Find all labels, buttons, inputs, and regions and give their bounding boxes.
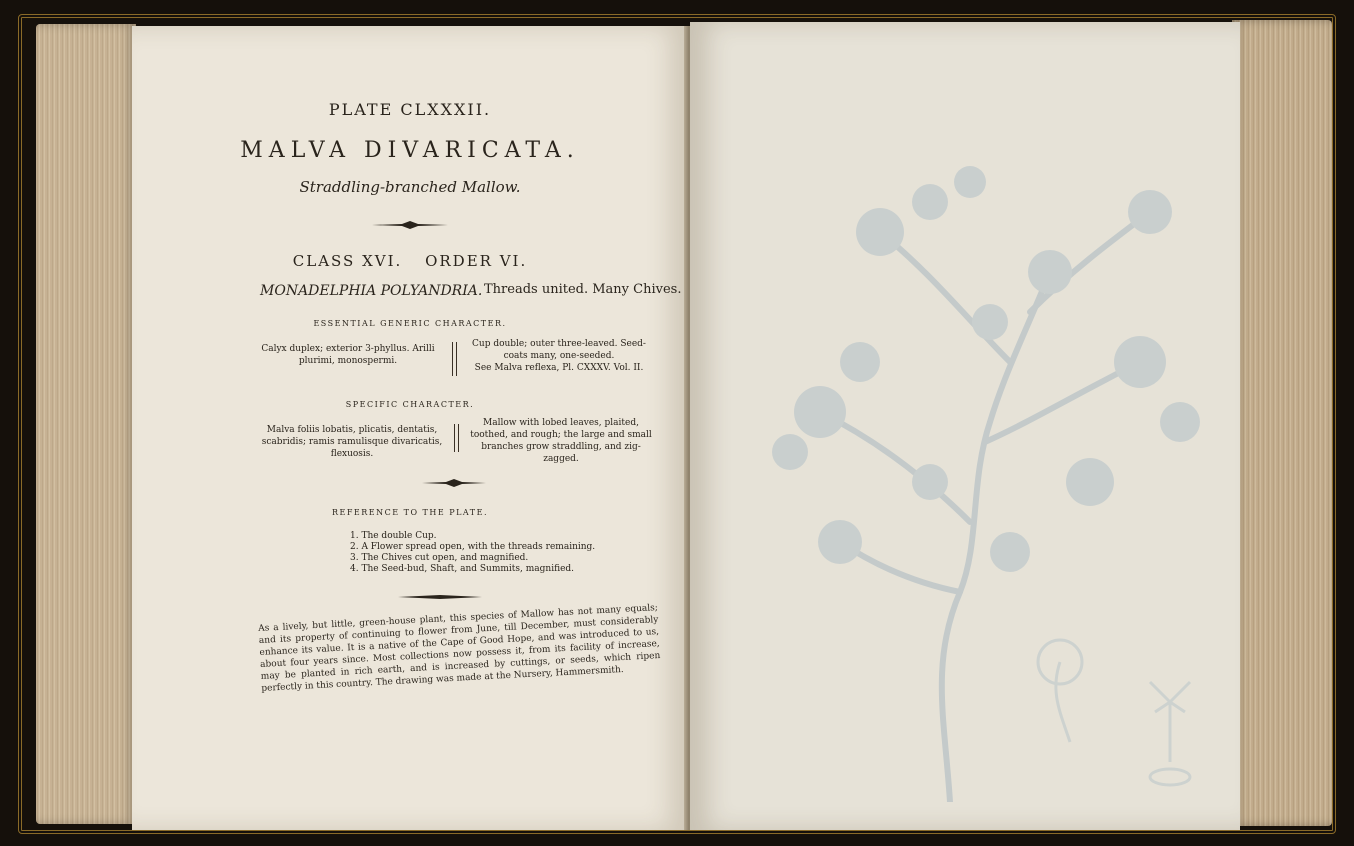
class-order-line [132,252,688,270]
plate-subtitle: Straddling-branched Mallow. [299,178,521,196]
plate-number: PLATE CLXXXII. [328,100,492,119]
reference-list [350,531,610,575]
column-divider [452,342,457,376]
list-item: 1. The double Cup. [350,531,437,541]
class-label: CLASS XVI. [292,252,403,270]
list-item: 3. The Chives cut open, and magnified. [350,553,529,563]
left-page-edges [36,24,136,824]
specific-character-english: Mallow with lobed leaves, plaited, toothed, and rough; the large and small branches grow straddling, and zig-zagged. [470,418,652,464]
right-page-edges [1232,20,1332,826]
left-page [132,26,688,830]
essential-character-latin: Calyx duplex; exterior 3-phyllus. Arilli plurimi, monospermi. [261,344,435,366]
specific-character-heading: SPECIFIC CHARACTER. [345,400,475,409]
ornament-rule-1 [372,221,448,229]
column-divider [454,424,459,452]
order-label: ORDER VI. [425,252,528,270]
list-item: 4. The Seed-bud, Shaft, and Summits, magnified. [350,564,575,574]
specific-character-latin: Malva foliis lobatis, plicatis, dentatis, scabridis; ramis ramulisque divaricatis, flexuosis. [261,425,443,459]
description-paragraph: As a lively, but little, green-house plant, this species of Mallow has not many equals; and its property of continuing to flower from June, till December, must considerably enhance its value. It is a native of the Cape of Good Hope, and was introduced to us, about four years since. Most collections now possess it, from its facility of increase, may be planted in rich earth, and is increased by cuttings, or seeds, which ripen perfectly in this country. The drawing was made at the Nursery, Hammersmith. [258,603,661,694]
ornament-rule-3 [398,594,482,600]
essential-character-heading: ESSENTIAL GENERIC CHARACTER. [313,319,507,328]
essential-character-english [464,338,654,374]
class-name: MONADELPHIA POLYANDRIA. [260,283,483,299]
essential-english-text: Cup double; outer three-leaved. Seed-coats many, one-seeded. [472,339,646,361]
ornament-rule-2 [422,479,486,487]
class-description: Threads united. Many Chives. [484,282,682,297]
right-page [690,22,1240,830]
list-item: 2. A Flower spread open, with the threads remaining. [350,542,596,552]
reference-heading: REFERENCE TO THE PLATE. [331,508,488,517]
essential-english-reference: See Malva reflexa, Pl. CXXXV. Vol. II. [474,363,644,373]
plate-title: MALVA DIVARICATA. [240,138,580,163]
plant-illustration-bleed-through [730,122,1220,802]
